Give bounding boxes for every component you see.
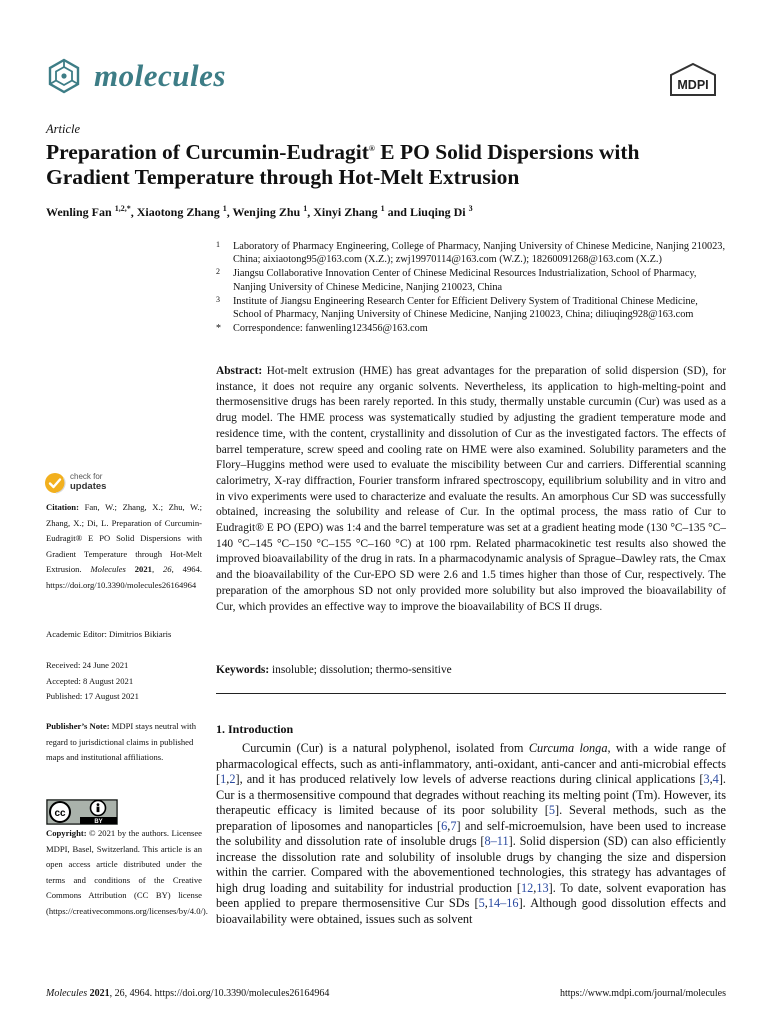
reference-link[interactable]: 13 <box>536 880 549 895</box>
mdpi-logo-text: MDPI <box>677 78 709 92</box>
author-affil: 1 <box>222 204 227 213</box>
species-name: Curcuma longa <box>528 741 608 755</box>
accepted-date: Accepted: 8 August 2021 <box>46 675 134 686</box>
publisher-note-label: Publisher’s Note: <box>46 721 110 731</box>
affiliation-item <box>216 267 726 293</box>
affiliation-item <box>216 240 726 266</box>
affiliation-marker: 2 <box>216 267 220 277</box>
title-part2: E PO Solid Dispersions with Gradient Temperature through Hot-Melt Extrusion <box>46 140 640 190</box>
intro-text-run: , <box>447 818 451 833</box>
intro-text-run: ]. To date, solvent evaporation has been applied to prepare thermosensitive Cur SDs [ <box>216 880 727 910</box>
section-divider <box>216 693 726 694</box>
keywords <box>216 664 726 676</box>
publication-dates <box>46 658 202 705</box>
author-list <box>46 204 473 220</box>
title-part1: Preparation of Curcumin-Eudragit <box>46 140 369 165</box>
reference-link[interactable]: 4 <box>712 772 719 786</box>
svg-text:cc: cc <box>54 808 66 819</box>
citation-text: Fan, W.; Zhang, X.; Zhu, W.; Zhang, X.; Di, L. Preparation of Curcumin-Eudragit® E PO Solid Dispersions with Gradient Temperature through Hot-Melt Extrusion. <box>46 502 202 574</box>
intro-text-run: , with a wide range of pharmacological effects, such as anti-inflammatory, anti-oxidant, anti-cancer and anti-microbial effects [ <box>216 741 726 786</box>
reference-link[interactable]: 14–16 <box>487 896 519 910</box>
publisher-note-text: MDPI stays neutral with regard to jurisdictional claims in published maps and institutional affiliations. <box>46 721 196 762</box>
affiliation-marker: * <box>216 323 221 335</box>
check-updates-line1: check for <box>70 472 103 481</box>
academic-editor: Academic Editor: Dimitrios Bikiaris <box>46 629 172 639</box>
intro-text-run: , <box>709 772 713 786</box>
cc-by-label: BY <box>94 819 103 825</box>
author-affil: 1 <box>380 204 385 213</box>
affiliation-item <box>216 322 726 335</box>
journal-name: molecules <box>94 58 226 93</box>
author-name[interactable]: Xinyi Zhang <box>313 205 378 219</box>
intro-text-run: ]. Although good dissolution effects and bioavailability were obtained, issues such as solvent <box>216 896 726 926</box>
reference-link[interactable]: 12 <box>520 880 534 895</box>
citation-doi[interactable]: , 4964. https://doi.org/10.3390/molecules26164964 <box>46 564 203 590</box>
keywords-label: Keywords: <box>216 664 270 676</box>
footer-year: 2021 <box>87 988 110 999</box>
intro-heading: 1. Introduction <box>216 722 294 736</box>
citation-label: Citation: <box>46 502 79 512</box>
author-name[interactable]: Liuqing Di <box>409 205 466 219</box>
intro-text-run: ]. Solid dispersion (SD) can also efficiently increase the dissolution rate and solubility of insoluble drugs by changing the size and dispersion within the carrier. Compared with the abovementioned technologies, this strategy has advantages of high drug loading and suitability for industrial production [ <box>216 834 726 895</box>
affiliations <box>216 240 726 336</box>
molecules-logo-icon <box>46 58 82 94</box>
affiliation-text: Laboratory of Pharmacy Engineering, College of Pharmacy, Nanjing University of Chinese Medicine, Nanjing 210023, China; aixiaotong95@163.com (X.Z.); zwj19970114@163.com (W.Z.); 18260091268@163.com (X.Z.) <box>233 241 726 266</box>
abstract-label: Abstract: <box>216 365 263 377</box>
reference-link[interactable]: 1 <box>220 772 227 786</box>
reference-link[interactable]: 8–11 <box>484 834 509 848</box>
intro-text-run: ] and self-microemulsion, have been used to increase the solubility and dissolution rate of insoluble drugs [ <box>216 818 726 848</box>
reference-link[interactable]: 5 <box>548 803 555 817</box>
author-affil: 1,2,* <box>114 204 131 213</box>
affiliation-text: Institute of Jiangsu Engineering Research Center for Efficient Delivery System of Traditional Chinese Medicine, School of Pharmacy, Nanjing University of Chinese Medicine, Nanjing 210023, China; diliuqing928@163.com <box>233 295 698 321</box>
intro-text-run: , <box>533 880 537 895</box>
intro-text-run: ]. Several methods, such as the preparation of liposomes and nanoparticles [ <box>216 803 726 833</box>
abstract <box>216 364 726 615</box>
received-date: Received: 24 June 2021 <box>46 660 129 670</box>
reference-link[interactable]: 7 <box>450 818 457 833</box>
keywords-text: insoluble; dissolution; thermo-sensitive <box>269 664 452 676</box>
copyright-text: © 2021 by the authors. Licensee MDPI, Basel, Switzerland. This article is an open access article distributed under the terms and conditions of the Creative Commons Attribution (CC BY) license (https://creativecommons.org/licenses/by/4.0/). <box>46 828 208 916</box>
footer-journal: Molecules <box>46 988 88 999</box>
abstract-text: Hot-melt extrusion (HME) has great advantages for the preparation of solid dispersion (SD), for instance, it does not require any organic solvents. Nevertheless, its application to high-melting-point and thermosensitive drugs has been rarely reported. In this study, thermally unstable curcumin (Cur) was used as a drug model. The HME process was systematically studied by adjusting the gradient temperature mode and residence time, with the content, crystallinity and dissolution of Cur as the investigated factors. The effects of barrel temperature, screw speed and cooling rate on HME were also examined. Solubility parameters and the Flory–Huggins method were used to evaluate the miscibility between Cur and carriers. Differential scanning calorimetry, X-ray diffraction, Fourier transform infrared spectroscopy, equilibrium solubility and in vitro and in vivo experiments were used to characterize and evaluate the results. An amorphous Cur SD was successfully obtained, increasing the solubility and release of Cur. In the optimal process, the mass ratio of Cur to Eudragit® E PO (EPO) was 1:4 and the barrel temperature was set at a gradient heating mode (130 °C–135 °C–140 °C–145 °C–150 °C–155 °C–160 °C) at 100 rpm. Related pharmacokinetic test results also showed the improved bioavailability of the drug in rats. In a pharmacodynamic analysis of Sprague–Dawley rats, the Cmax and the bioavailability of the Cur-EPO SD were 2.6 and 1.5 times higher than those of Cur, respectively. The preparation of the amorphous SD not only provided more solubility but also improved the bioavailability of Cur, which provides an effective way to improve the bioavailability of BCS II drugs. <box>216 365 726 613</box>
check-updates-line2: updates <box>70 481 107 492</box>
author-affil: 3 <box>468 204 473 213</box>
intro-text-run: ]. Cur is a thermosensitive compound that degrades without reaching its melting point (Tm). However, its therapeutic efficacy is limited because of its poor solubility [ <box>216 772 726 817</box>
affiliation-text: Jiangsu Collaborative Innovation Center of Chinese Medicinal Resources Industrialization, School of Pharmacy, Nanjing University of Chinese Medicine, Nanjing 210023, China <box>233 268 697 293</box>
citation-block <box>46 500 202 593</box>
author-name[interactable]: Wenjing Zhu <box>232 205 301 219</box>
footer-doi[interactable]: , 26, 4964. https://doi.org/10.3390/molecules26164964 <box>109 988 330 999</box>
author-and: and <box>384 205 410 219</box>
intro-paragraph <box>216 741 726 927</box>
correspondence-text: Correspondence: fanwenling123456@163.com <box>233 323 428 335</box>
footer-citation <box>46 988 329 999</box>
check-updates-icon <box>44 472 66 494</box>
copyright-block <box>46 826 208 919</box>
mdpi-logo-icon <box>668 62 718 100</box>
author-name[interactable]: Xiaotong Zhang <box>136 205 220 219</box>
intro-text-run: ], and it has produced relatively low levels of adverse reactions during clinical applications [ <box>235 772 704 786</box>
article-type: Article <box>46 122 81 136</box>
reference-link[interactable]: 3 <box>703 772 710 786</box>
author-separator: , <box>226 205 233 219</box>
reference-link[interactable]: 5 <box>478 896 485 910</box>
check-for-updates-button[interactable] <box>44 472 154 496</box>
author-separator: , <box>307 205 314 219</box>
citation-volume: , 26 <box>151 564 172 574</box>
reference-link[interactable]: 2 <box>229 772 236 786</box>
citation-journal: Molecules <box>90 564 126 574</box>
intro-text-run: Curcumin (Cur) is a natural polyphenol, isolated from <box>242 741 529 755</box>
published-date: Published: 17 August 2021 <box>46 691 139 701</box>
author-affil: 1 <box>303 204 308 213</box>
title-reg-mark: ® <box>368 144 375 153</box>
cc-by-license-icon[interactable] <box>46 799 118 825</box>
affiliation-marker: 1 <box>216 240 220 249</box>
intro-text-run: , <box>226 772 230 786</box>
citation-year: 2021 <box>125 564 152 574</box>
affiliation-marker: 3 <box>216 294 220 304</box>
author-separator: , <box>130 205 137 219</box>
intro-text-run: , <box>484 896 488 910</box>
article-title <box>46 136 726 190</box>
publisher-note <box>46 719 202 766</box>
author-name[interactable]: Wenling Fan <box>46 205 112 219</box>
reference-link[interactable]: 6 <box>441 818 448 833</box>
footer-journal-url[interactable]: https://www.mdpi.com/journal/molecules <box>560 988 726 999</box>
copyright-label: Copyright: <box>46 828 87 838</box>
affiliation-item <box>216 295 726 321</box>
